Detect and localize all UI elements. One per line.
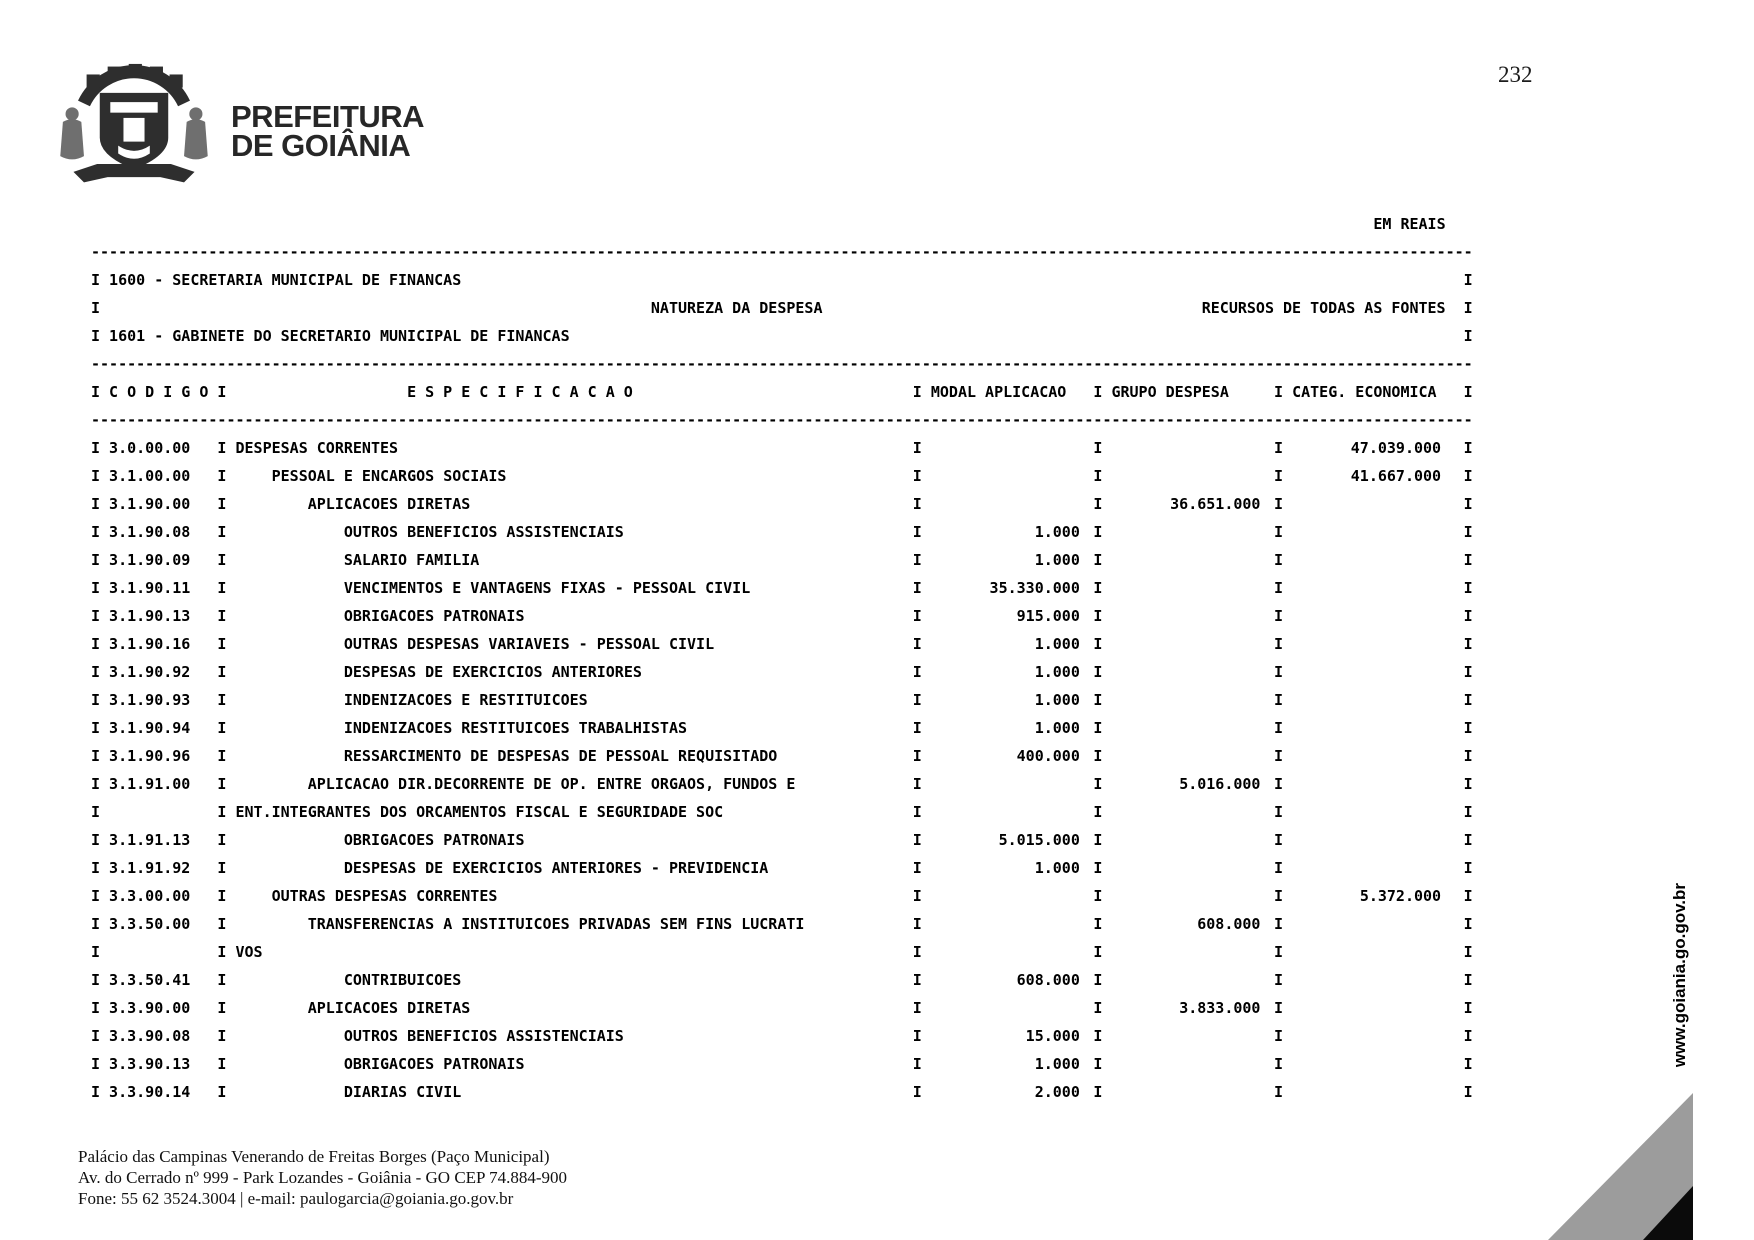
column-separator: I [1463,775,1473,793]
column-separator: I [912,719,922,737]
column-separator: I [912,803,922,821]
table-row [91,994,1491,1022]
column-separator: I [1463,383,1473,401]
row-modal-aplicacao-value: 1.000 [1034,523,1080,541]
row-grupo-despesa-value: 5.016.000 [1179,775,1261,793]
row-modal-aplicacao-value: 1.000 [1034,1055,1080,1073]
column-separator: I [912,859,922,877]
column-separator: I [1093,691,1103,709]
row-modal-aplicacao-value: 1.000 [1034,719,1080,737]
row-code: 3.1.90.92 [109,663,191,681]
column-separator: I [1463,915,1473,933]
row-code: 3.0.00.00 [109,439,191,457]
column-separator: I [912,691,922,709]
row-especificacao: OUTROS BENEFICIOS ASSISTENCIAIS [343,523,624,541]
row-categ-economica-value: 47.039.000 [1350,439,1442,457]
column-separator: I [1093,439,1103,457]
column-separator: I [91,775,101,793]
table-row [91,630,1491,658]
row-modal-aplicacao-value: 1.000 [1034,635,1080,653]
footer-line-2: Av. do Cerrado nº 999 - Park Lozandes - Goiânia - GO CEP 74.884-900 [78,1168,568,1187]
org-line-2 [91,322,1491,350]
column-separator: I [217,607,227,625]
column-separator: I [912,1083,922,1101]
row-code: 3.1.90.94 [109,719,191,737]
column-separator: I [1463,635,1473,653]
row-especificacao: TRANSFERENCIAS A INSTITUICOES PRIVADAS SEM FINS LUCRATI [307,915,805,933]
column-separator: I [217,887,227,905]
row-especificacao: OBRIGACOES PATRONAIS [343,1055,525,1073]
column-separator: I [91,663,101,681]
column-separator: I [912,1055,922,1073]
row-especificacao: PESSOAL E ENCARGOS SOCIAIS [271,467,507,485]
column-separator: I [91,887,101,905]
column-separator: I [217,747,227,765]
column-separator: I [912,1027,922,1045]
table-row [91,798,1491,826]
column-separator: I [912,467,922,485]
org-line-1 [91,266,1491,294]
column-separator: I [1463,523,1473,541]
website-vertical-label: www.goiania.go.gov.br [1670,883,1689,1068]
row-modal-aplicacao-value: 15.000 [1025,1027,1080,1045]
column-separator: I [912,523,922,541]
col-header-especificacao: E S P E C I F I C A C A O [407,383,633,401]
column-separator: I [1463,663,1473,681]
column-separator: I [91,859,101,877]
nature-header-line [91,294,1491,322]
column-separator: I [1274,467,1284,485]
column-separator: I [217,439,227,457]
column-header-line [91,378,1491,406]
column-separator: I [91,1027,101,1045]
row-code: 3.1.90.08 [109,523,191,541]
table-row [91,770,1491,798]
column-separator: I [1274,775,1284,793]
column-separator: I [217,915,227,933]
row-especificacao: OBRIGACOES PATRONAIS [343,831,525,849]
column-separator: I [91,943,101,961]
column-separator: I [217,803,227,821]
column-separator: I [1093,803,1103,821]
column-separator: I [1463,1055,1473,1073]
row-code: 3.1.90.16 [109,635,191,653]
column-separator: I [91,1083,101,1101]
col-header-categ-economica: CATEG. ECONOMICA [1292,383,1437,401]
column-separator: I [1463,999,1473,1017]
column-separator: I [912,747,922,765]
column-separator: I [1274,803,1284,821]
row-code: 3.3.90.13 [109,1055,191,1073]
table-row [91,686,1491,714]
column-separator: I [217,467,227,485]
column-separator: I [1463,299,1473,317]
table-row [91,742,1491,770]
row-modal-aplicacao-value: 1.000 [1034,691,1080,709]
column-separator: I [1463,1027,1473,1045]
row-modal-aplicacao-value: 608.000 [1016,971,1080,989]
column-separator: I [217,383,227,401]
row-modal-aplicacao-value: 1.000 [1034,551,1080,569]
column-separator: I [217,495,227,513]
table-row [91,714,1491,742]
column-separator: I [1274,523,1284,541]
column-separator: I [1274,1027,1284,1045]
column-separator: I [912,943,922,961]
column-separator: I [91,383,101,401]
column-separator: I [1093,1027,1103,1045]
row-code: 3.1.90.13 [109,607,191,625]
row-especificacao: INDENIZACOES RESTITUICOES TRABALHISTAS [343,719,688,737]
column-separator: I [1093,467,1103,485]
column-separator: I [912,915,922,933]
row-especificacao: OUTRAS DESPESAS CORRENTES [271,887,498,905]
column-separator: I [1274,579,1284,597]
row-code: 3.1.90.11 [109,579,191,597]
column-separator: I [91,803,101,821]
table-row [91,1050,1491,1078]
column-separator: I [912,383,922,401]
column-separator: I [91,439,101,457]
column-separator: I [1463,803,1473,821]
row-especificacao: SALARIO FAMILIA [343,551,480,569]
footer-address [78,1146,567,1209]
column-separator: I [1093,579,1103,597]
column-separator: I [1093,887,1103,905]
column-separator: I [1093,971,1103,989]
column-separator: I [1093,1055,1103,1073]
column-separator: I [1274,495,1284,513]
row-code: 3.1.91.00 [109,775,191,793]
column-separator: I [91,747,101,765]
column-separator: I [1093,943,1103,961]
column-separator: I [1274,635,1284,653]
column-separator: I [1093,551,1103,569]
col-header-codigo: C O D I G O [109,383,209,401]
row-code: 3.1.90.00 [109,495,191,513]
row-especificacao: DESPESAS DE EXERCICIOS ANTERIORES - PREVIDENCIA [343,859,769,877]
row-especificacao: ENT.INTEGRANTES DOS ORCAMENTOS FISCAL E SEGURIDADE SOC [235,803,724,821]
row-modal-aplicacao-value: 1.000 [1034,859,1080,877]
row-code: 3.3.50.41 [109,971,191,989]
table-row [91,826,1491,854]
column-separator: I [217,999,227,1017]
row-modal-aplicacao-value: 5.015.000 [998,831,1080,849]
column-separator: I [912,579,922,597]
table-row [91,1078,1491,1106]
table-row [91,602,1491,630]
row-especificacao: APLICACOES DIRETAS [307,495,471,513]
row-code: 3.1.90.96 [109,747,191,765]
column-separator: I [91,719,101,737]
column-separator: I [1093,859,1103,877]
column-separator: I [91,495,101,513]
column-separator: I [1463,327,1473,345]
table-row [91,658,1491,686]
column-separator: I [1463,579,1473,597]
budget-report [91,210,1491,1106]
column-separator: I [1274,383,1284,401]
divider-header-top: --------------------------------------------------------------------------------------------------------------------------------------------------------- [91,355,1473,373]
row-grupo-despesa-value: 3.833.000 [1179,999,1261,1017]
row-modal-aplicacao-value: 2.000 [1034,1083,1080,1101]
table-row [91,462,1491,490]
row-code: 3.1.91.92 [109,859,191,877]
col-header-modal-aplicacao: MODAL APLICACAO [930,383,1067,401]
logo-wordmark [231,99,425,163]
row-code: 3.3.00.00 [109,887,191,905]
column-separator: I [91,467,101,485]
column-separator: I [912,887,922,905]
column-separator: I [1093,999,1103,1017]
column-separator: I [1463,859,1473,877]
column-separator: I [1463,887,1473,905]
column-separator: I [1463,607,1473,625]
row-code: 3.3.90.14 [109,1083,191,1101]
row-code: 3.1.90.09 [109,551,191,569]
table-row [91,574,1491,602]
row-especificacao: VOS [235,943,263,961]
column-separator: I [217,1083,227,1101]
column-separator: I [91,635,101,653]
column-separator: I [912,999,922,1017]
table-row [91,966,1491,994]
column-separator: I [1274,943,1284,961]
table-row [91,938,1491,966]
column-separator: I [1463,271,1473,289]
column-separator: I [217,943,227,961]
logo-wordmark-line1: PREFEITURA [231,99,425,134]
column-separator: I [91,1055,101,1073]
column-separator: I [912,635,922,653]
row-especificacao: OUTROS BENEFICIOS ASSISTENCIAIS [343,1027,624,1045]
column-separator: I [1463,831,1473,849]
column-separator: I [1463,747,1473,765]
currency-note-line [91,210,1491,238]
row-especificacao: DESPESAS CORRENTES [235,439,399,457]
row-modal-aplicacao-value: 400.000 [1016,747,1080,765]
column-separator: I [912,551,922,569]
org-unit-1600: 1600 - SECRETARIA MUNICIPAL DE FINANCAS [109,271,462,289]
column-separator: I [1274,439,1284,457]
currency-note: EM REAIS [1373,215,1446,233]
column-separator: I [1463,719,1473,737]
column-separator: I [91,523,101,541]
column-separator: I [91,831,101,849]
logo-wordmark-line2: DE GOIÂNIA [231,128,411,163]
table-row [91,518,1491,546]
row-modal-aplicacao-value: 35.330.000 [989,579,1080,597]
row-especificacao: DIARIAS CIVIL [343,1083,462,1101]
row-especificacao: CONTRIBUICOES [343,971,462,989]
column-separator: I [912,439,922,457]
column-separator: I [1093,719,1103,737]
row-especificacao: APLICACAO DIR.DECORRENTE DE OP. ENTRE ORGAOS, FUNDOS E [307,775,796,793]
column-separator: I [1093,383,1103,401]
column-separator: I [1463,691,1473,709]
footer-line-3: Fone: 55 62 3524.3004 | e-mail: paulogarcia@goiania.go.gov.br [78,1189,514,1208]
row-categ-economica-value: 5.372.000 [1359,887,1442,905]
column-separator: I [912,607,922,625]
column-separator: I [912,663,922,681]
column-separator: I [1463,1083,1473,1101]
row-especificacao: INDENIZACOES E RESTITUICOES [343,691,588,709]
column-separator: I [217,551,227,569]
column-separator: I [1463,943,1473,961]
report-rows [91,434,1491,1106]
column-separator: I [91,579,101,597]
row-especificacao: VENCIMENTOS E VANTAGENS FIXAS - PESSOAL CIVIL [343,579,751,597]
column-separator: I [1093,831,1103,849]
column-separator: I [91,327,101,345]
column-separator: I [1463,971,1473,989]
column-separator: I [1274,831,1284,849]
column-separator: I [217,859,227,877]
column-separator: I [1274,915,1284,933]
column-separator: I [1093,663,1103,681]
row-especificacao: APLICACOES DIRETAS [307,999,471,1017]
column-separator: I [912,495,922,513]
row-especificacao: OUTRAS DESPESAS VARIAVEIS - PESSOAL CIVIL [343,635,715,653]
column-separator: I [217,719,227,737]
divider-top: --------------------------------------------------------------------------------------------------------------------------------------------------------- [91,243,1473,261]
column-separator: I [1093,635,1103,653]
column-separator: I [1093,523,1103,541]
table-row [91,882,1491,910]
column-separator: I [217,691,227,709]
row-grupo-despesa-value: 36.651.000 [1170,495,1261,513]
row-grupo-despesa-value: 608.000 [1197,915,1261,933]
column-separator: I [1274,859,1284,877]
column-separator: I [1463,551,1473,569]
table-row [91,854,1491,882]
column-separator: I [91,299,101,317]
column-separator: I [217,831,227,849]
table-row [91,546,1491,574]
org-unit-1601: 1601 - GABINETE DO SECRETARIO MUNICIPAL DE FINANCAS [109,327,570,345]
row-code: 3.3.90.08 [109,1027,191,1045]
column-separator: I [912,775,922,793]
column-separator: I [1274,887,1284,905]
column-separator: I [1463,495,1473,513]
row-especificacao: DESPESAS DE EXERCICIOS ANTERIORES [343,663,642,681]
column-separator: I [217,1027,227,1045]
column-separator: I [217,971,227,989]
column-separator: I [217,523,227,541]
column-separator: I [1274,551,1284,569]
nature-of-expense-header: NATUREZA DA DESPESA [650,299,823,317]
column-separator: I [1093,747,1103,765]
table-row [91,434,1491,462]
column-separator: I [1274,1055,1284,1073]
table-row [91,1022,1491,1050]
column-separator: I [912,971,922,989]
city-crest-icon [55,58,213,191]
column-separator: I [1274,1083,1284,1101]
column-separator: I [91,691,101,709]
row-code: 3.3.50.00 [109,915,191,933]
column-separator: I [1274,971,1284,989]
column-separator: I [217,635,227,653]
row-especificacao: OBRIGACOES PATRONAIS [343,607,525,625]
column-separator: I [1463,439,1473,457]
column-separator: I [1274,691,1284,709]
column-separator: I [217,579,227,597]
column-separator: I [1274,607,1284,625]
row-especificacao: RESSARCIMENTO DE DESPESAS DE PESSOAL REQUISITADO [343,747,778,765]
table-row [91,490,1491,518]
row-categ-economica-value: 41.667.000 [1350,467,1442,485]
column-separator: I [1093,495,1103,513]
column-separator: I [217,775,227,793]
page-number: 232 [1498,62,1533,87]
all-sources-header: RECURSOS DE TODAS AS FONTES [1201,299,1446,317]
column-separator: I [91,971,101,989]
column-separator: I [1093,775,1103,793]
column-separator: I [1463,467,1473,485]
row-code: 3.1.90.93 [109,691,191,709]
row-modal-aplicacao-value: 1.000 [1034,663,1080,681]
column-separator: I [1274,719,1284,737]
column-separator: I [1274,747,1284,765]
row-code: 3.1.91.13 [109,831,191,849]
column-separator: I [91,915,101,933]
column-separator: I [91,271,101,289]
column-separator: I [1093,915,1103,933]
col-header-grupo-despesa: GRUPO DESPESA [1111,383,1229,401]
column-separator: I [217,1055,227,1073]
column-separator: I [1274,999,1284,1017]
row-code: 3.1.00.00 [109,467,191,485]
column-separator: I [1274,663,1284,681]
column-separator: I [912,831,922,849]
column-separator: I [1093,1083,1103,1101]
footer-line-1: Palácio das Campinas Venerando de Freitas Borges (Paço Municipal) [78,1147,550,1166]
row-code: 3.3.90.00 [109,999,191,1017]
row-modal-aplicacao-value: 915.000 [1016,607,1080,625]
column-separator: I [91,551,101,569]
column-separator: I [217,663,227,681]
column-separator: I [1093,607,1103,625]
table-row [91,910,1491,938]
column-separator: I [91,999,101,1017]
divider-header-bottom: --------------------------------------------------------------------------------------------------------------------------------------------------------- [91,411,1473,429]
column-separator: I [91,607,101,625]
